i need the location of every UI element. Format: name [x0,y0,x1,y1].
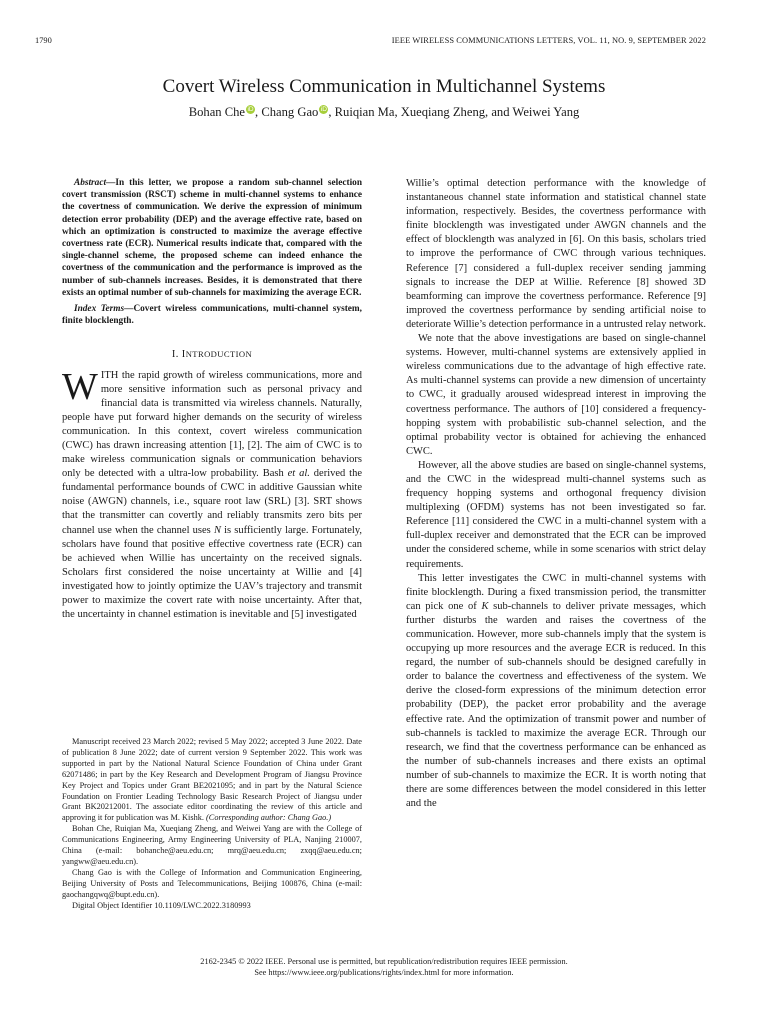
right-column [406,177,706,811]
abstract-label: Abstract [74,178,107,188]
copyright-line: 2162-2345 © 2022 IEEE. Personal use is permitted, but republication/redistribution requires IEEE permission. [200,957,568,966]
intro-paragraph: WITH the rapid growth of wireless communications, more and more sensitive information such as personal privacy and financial data is transmitted via wireless channels. Naturally, people have put forward higher demands on the security of wireless communication. In this context, covert wireless communication (CWC) has drawn increasing attention [1], [2]. The aim of CWC is to make wireless communication signals or communication behaviors only be detected with a ultra-low probability. Bash et al. derived the fundamental performance bounds of CWC in additive Gaussian white noise (AWGN) channels, i.e., square root law (SRL) [3]. SRT shows that the transmitter can covertly and reliably transmits zero bits per channel use when the channel uses N is sufficiently large. Fortunately, scholars have found that positive effective covertness rate (ECR) can be achieved when Willie has uncertainty on the received signals. Scholars first considered the noise uncertainty at Willie and [4] investigated how to jointly optimize the UAV’s trajectory and transmit power to maximize the covert rate with noise uncertainty. After that, the uncertainty in channel estimation is inevitable and [5] investigated [62,365,363,621]
footnote-affiliation-2: Chang Gao is with the College of Information and Communication Engineering, Beijing University of Posts and Telecommunications, Beijing 100876, China (e-mail: gaochangqwq@bupt.edu.cn). [62,867,362,899]
abstract [62,177,362,299]
section-heading-introduction: I. INTRODUCTION [171,349,253,361]
body-paragraph: We note that the above investigations are based on single-channel systems. However, multi-channel systems are extensively applied in wireless communications due to the advantage of high effective rate. As multi-channel systems can provide a new dimension of uncertainty to CWC, it gradually aroused widespread interest in improving the covertness performance. The authors of [10] considered a frequency-hopping system with probabilistic sub-channel selection, and the optimal probability vector is obtained for achieving the enhanced CWC. [406,333,706,457]
journal-header: IEEE WIRELESS COMMUNICATIONS LETTERS, VOL. 11, NO. 9, SEPTEMBER 2022 [391,36,706,45]
orcid-icon[interactable]: iD [247,106,254,113]
abstract-text: —In this letter, we propose a random sub-channel selection covert transmission (RSCT) scheme in multi-channel systems to enhance the covertness of communication. We derive the expression of minimum detection error probability (DEP) and the average effective rate, based on which an optimization is constructed to maximize the average effective covertness rate (ECR). Numerical results indicate that, compared with the single-channel scheme, the proposed scheme can indeed enhance the covertness of the communication and the performance is improved as the number of sub-channels increases. Besides, it is demonstrated that there exists an optimal number of sub-channels for maximizing the average ECR. [62,178,362,298]
body-paragraph: This letter investigates the CWC in multi-channel systems with finite blocklength. During a fixed transmission period, the transmitter can pick one of K sub-channels to deliver private messages, which further disturbs the warden and raises the covertness of the communication. However, more sub-channels imply that the system is occupying up more resources and the average ECR is reduced. In this regard, the number of sub-channels should be designed carefully in order to balance the covertness and effectiveness of the system. We derive the closed-form expressions of the minimum detection error probability (DEP), the packet error probability and the average effective rate. And the optimization of transmit power and number of sub-channels is tackled to maximize the average ECR. Through our research, we find that the covertness performance can be enhanced as the number of sub-channels increases and there exists an optimal number of sub-channels to maximize the ECR. It is worth noting that there are some differences between the model considered in this letter and the [406,572,706,810]
footnote-affiliation-1: Bohan Che, Ruiqian Ma, Xueqiang Zheng, and Weiwei Yang are with the College of Communications Engineering, Army Engineering University of PLA, Nanjing 210007, China (e-mail: bohanche@aeu.edu.cn; mrq@aeu.edu.cn; zxqq@aeu.edu.cn; yangww@aeu.edu.cn). [62,824,362,866]
body-paragraph: However, all the above studies are based on single-channel systems, and the CWC in the widespread multi-channel systems such as frequency hopping systems and orthogonal frequency division multiplexing (OFDM) systems has not been investigated so far. Reference [11] considered the CWC in a multi-channel system with a full-duplex receiver and demonstrated that the ECR can be improved under the considered scheme, while in some scenarios with strict delay requirements. [406,459,706,570]
footnotes [62,737,362,912]
author-name: Bohan Che [188,105,246,119]
author-list: Bohan Che iD, Chang Gao iD, Ruiqian Ma, Xueqiang Zheng, and Weiwei Yang [188,105,580,119]
orcid-icon[interactable]: iD [320,106,327,113]
left-column [62,177,362,622]
drop-cap: W [62,365,98,408]
footnote-manuscript: Manuscript received 23 March 2022; revised 5 May 2022; accepted 3 June 2022. Date of publication 8 June 2022; date of current version 9 September 2022. This work was supported in part by the National Natural Science Foundation of China under Grant 62071486; in part by the Key Research and Development Program of Jiangsu Province Key Project and Topics under Grant BE2021095; and in part by the Natural Science Foundation on Frontier Leading Technology Basic Research Project of Jiangsu under Grant BK20212001. The associate editor coordinating the review of this article and approving it for publication was M. Kishk. (Corresponding author: Chang Gao.) [62,737,362,823]
rights-link-line: See https://www.ieee.org/publications/rights/index.html for more information. [254,968,514,977]
paper-title: Covert Wireless Communication in Multichannel Systems [162,76,606,97]
author-names-rest: , Ruiqian Ma, Xueqiang Zheng, and Weiwei Yang [328,105,580,119]
copyright-footer [0,956,768,978]
index-terms [62,303,362,327]
author-name: Chang Gao [261,105,319,119]
footnote-doi: Digital Object Identifier 10.1109/LWC.2022.3180993 [72,900,251,910]
body-paragraph: Willie’s optimal detection performance with the knowledge of instantaneous channel state information and statistical channel state information, respectively. Besides, the covertness performance with finite blocklength was investigated under AWGN channels and the effect of blocklength was analyzed in [6]. On this basis, scholars tried to improve the performance of CWC through various techniques. Reference [7] considered a full-duplex receiver sending jamming signals to increase the DEP at Willie. Reference [8] showed 3D beamforming can improve the covertness performance. Reference [9] improved the covertness performance by sending artificial noise to deteriorate Willie’s detection performance in a untrusted relay network. [406,178,706,330]
page-number: 1790 [35,36,52,45]
index-terms-label: Index Terms [74,304,125,315]
index-terms-text: —Covert wireless communications, multi-channel system, finite blocklength. [62,304,362,327]
